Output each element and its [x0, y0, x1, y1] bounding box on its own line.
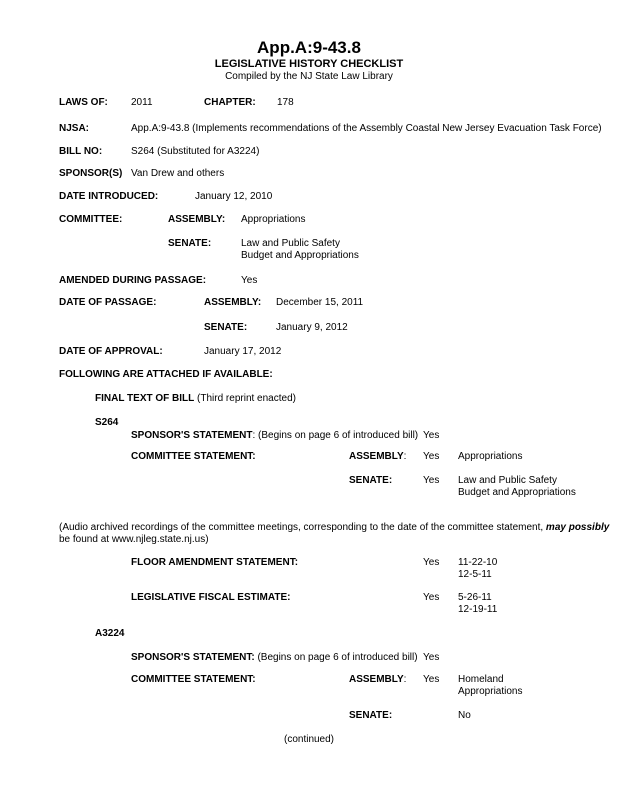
s264-sponsor-statement: [131, 430, 418, 442]
s264-assembly-colon: :: [403, 451, 407, 462]
passage-label: DATE OF PASSAGE:: [59, 297, 157, 308]
a3224-sponsor-statement-label: SPONSOR'S STATEMENT:: [131, 652, 255, 663]
a3224-sponsor-statement-note: (Begins on page 6 of introduced bill): [254, 652, 418, 663]
s264-sponsor-statement-value: Yes: [423, 430, 440, 441]
final-text-note: (Third reprint enacted): [194, 393, 296, 404]
floor-amendment-date-1: 11-22-10: [458, 557, 498, 568]
chapter-value: 178: [277, 97, 294, 108]
amended-label: AMENDED DURING PASSAGE:: [59, 275, 207, 286]
passage-assembly-value: December 15, 2011: [276, 297, 364, 308]
page-subtitle: LEGISLATIVE HISTORY CHECKLIST: [214, 58, 404, 70]
a3224-assembly-yes: Yes: [423, 674, 440, 685]
date-introduced-label: DATE INTRODUCED:: [59, 191, 159, 202]
date-introduced-value: January 12, 2010: [195, 191, 273, 202]
bill-no-label: BILL NO:: [59, 146, 103, 157]
a3224-heading: A3224: [95, 628, 125, 639]
fiscal-estimate-label: LEGISLATIVE FISCAL ESTIMATE:: [131, 592, 291, 603]
committee-label: COMMITTEE:: [59, 214, 123, 225]
s264-assembly-value: Appropriations: [458, 451, 523, 462]
amended-value: Yes: [241, 275, 258, 286]
a3224-assembly-label: ASSEMBLY: [349, 674, 404, 685]
floor-amendment-yes: Yes: [423, 557, 440, 568]
s264-senate-yes: Yes: [423, 475, 440, 486]
s264-committee-statement-label: COMMITTEE STATEMENT:: [131, 451, 256, 462]
committee-senate-value-2: Budget and Appropriations: [241, 250, 359, 261]
audio-note-line-1: [59, 522, 609, 534]
s264-sponsor-statement-note: : (Begins on page 6 of introduced bill): [252, 430, 419, 441]
continued-note: (continued): [283, 734, 335, 745]
committee-assembly-value: Appropriations: [241, 214, 306, 225]
committee-senate-label: SENATE:: [168, 238, 212, 249]
page-title: App.A:9-43.8: [257, 38, 361, 57]
fiscal-estimate-date-2: 12-19-11: [458, 604, 498, 615]
attached-heading: FOLLOWING ARE ATTACHED IF AVAILABLE:: [59, 369, 273, 380]
floor-amendment-date-2: 12-5-11: [458, 569, 492, 580]
s264-assembly-yes: Yes: [423, 451, 440, 462]
laws-of-value: 2011: [131, 97, 153, 108]
s264-assembly-label: ASSEMBLY: [349, 451, 404, 462]
floor-amendment-label: FLOOR AMENDMENT STATEMENT:: [131, 557, 299, 568]
a3224-assembly-colon: :: [403, 674, 407, 685]
a3224-sponsor-statement-value: Yes: [423, 652, 440, 663]
s264-senate-label: SENATE:: [349, 475, 393, 486]
approval-label: DATE OF APPROVAL:: [59, 346, 163, 357]
a3224-assembly-value-1: Homeland: [458, 674, 504, 685]
s264-assembly-label-line: [349, 451, 406, 463]
a3224-assembly-label-line: [349, 674, 406, 686]
sponsors-label: SPONSOR(S): [59, 168, 123, 179]
s264-sponsor-statement-label: SPONSOR'S STATEMENT: [131, 430, 253, 441]
a3224-committee-statement-label: COMMITTEE STATEMENT:: [131, 674, 256, 685]
sponsors-value: Van Drew and others: [131, 168, 225, 179]
s264-senate-value-1: Law and Public Safety: [458, 475, 557, 486]
s264-heading: S264: [95, 417, 119, 428]
njsa-label: NJSA:: [59, 123, 90, 134]
approval-value: January 17, 2012: [204, 346, 282, 357]
fiscal-estimate-date-1: 5-26-11: [458, 592, 492, 603]
final-text-line: [95, 393, 296, 405]
committee-assembly-label: ASSEMBLY:: [168, 214, 226, 225]
compiled-by: Compiled by the NJ State Law Library: [225, 71, 393, 82]
a3224-assembly-value-2: Appropriations: [458, 686, 523, 697]
bill-no-value: S264 (Substituted for A3224): [131, 146, 260, 157]
a3224-sponsor-statement: [131, 652, 418, 664]
laws-of-label: LAWS OF:: [59, 97, 108, 108]
chapter-label: CHAPTER:: [204, 97, 256, 108]
fiscal-estimate-yes: Yes: [423, 592, 440, 603]
s264-senate-value-2: Budget and Appropriations: [458, 487, 576, 498]
passage-senate-label: SENATE:: [204, 322, 248, 333]
passage-senate-value: January 9, 2012: [276, 322, 348, 333]
audio-note-part-1: (Audio archived recordings of the committee meetings, corresponding to the date of the committee statement,: [59, 522, 546, 533]
audio-note-emphasis: may possibly: [545, 522, 610, 533]
committee-senate-value-1: Law and Public Safety: [241, 238, 340, 249]
a3224-senate-label: SENATE:: [349, 710, 393, 721]
njsa-value: App.A:9-43.8 (Implements recommendations of the Assembly Coastal New Jersey Evacuation Task Force): [131, 123, 602, 134]
audio-note-part-2: be found at www.njleg.state.nj.us): [59, 534, 209, 545]
a3224-senate-value: No: [458, 710, 471, 721]
passage-assembly-label: ASSEMBLY:: [204, 297, 262, 308]
final-text-label: FINAL TEXT OF BILL: [95, 393, 195, 404]
